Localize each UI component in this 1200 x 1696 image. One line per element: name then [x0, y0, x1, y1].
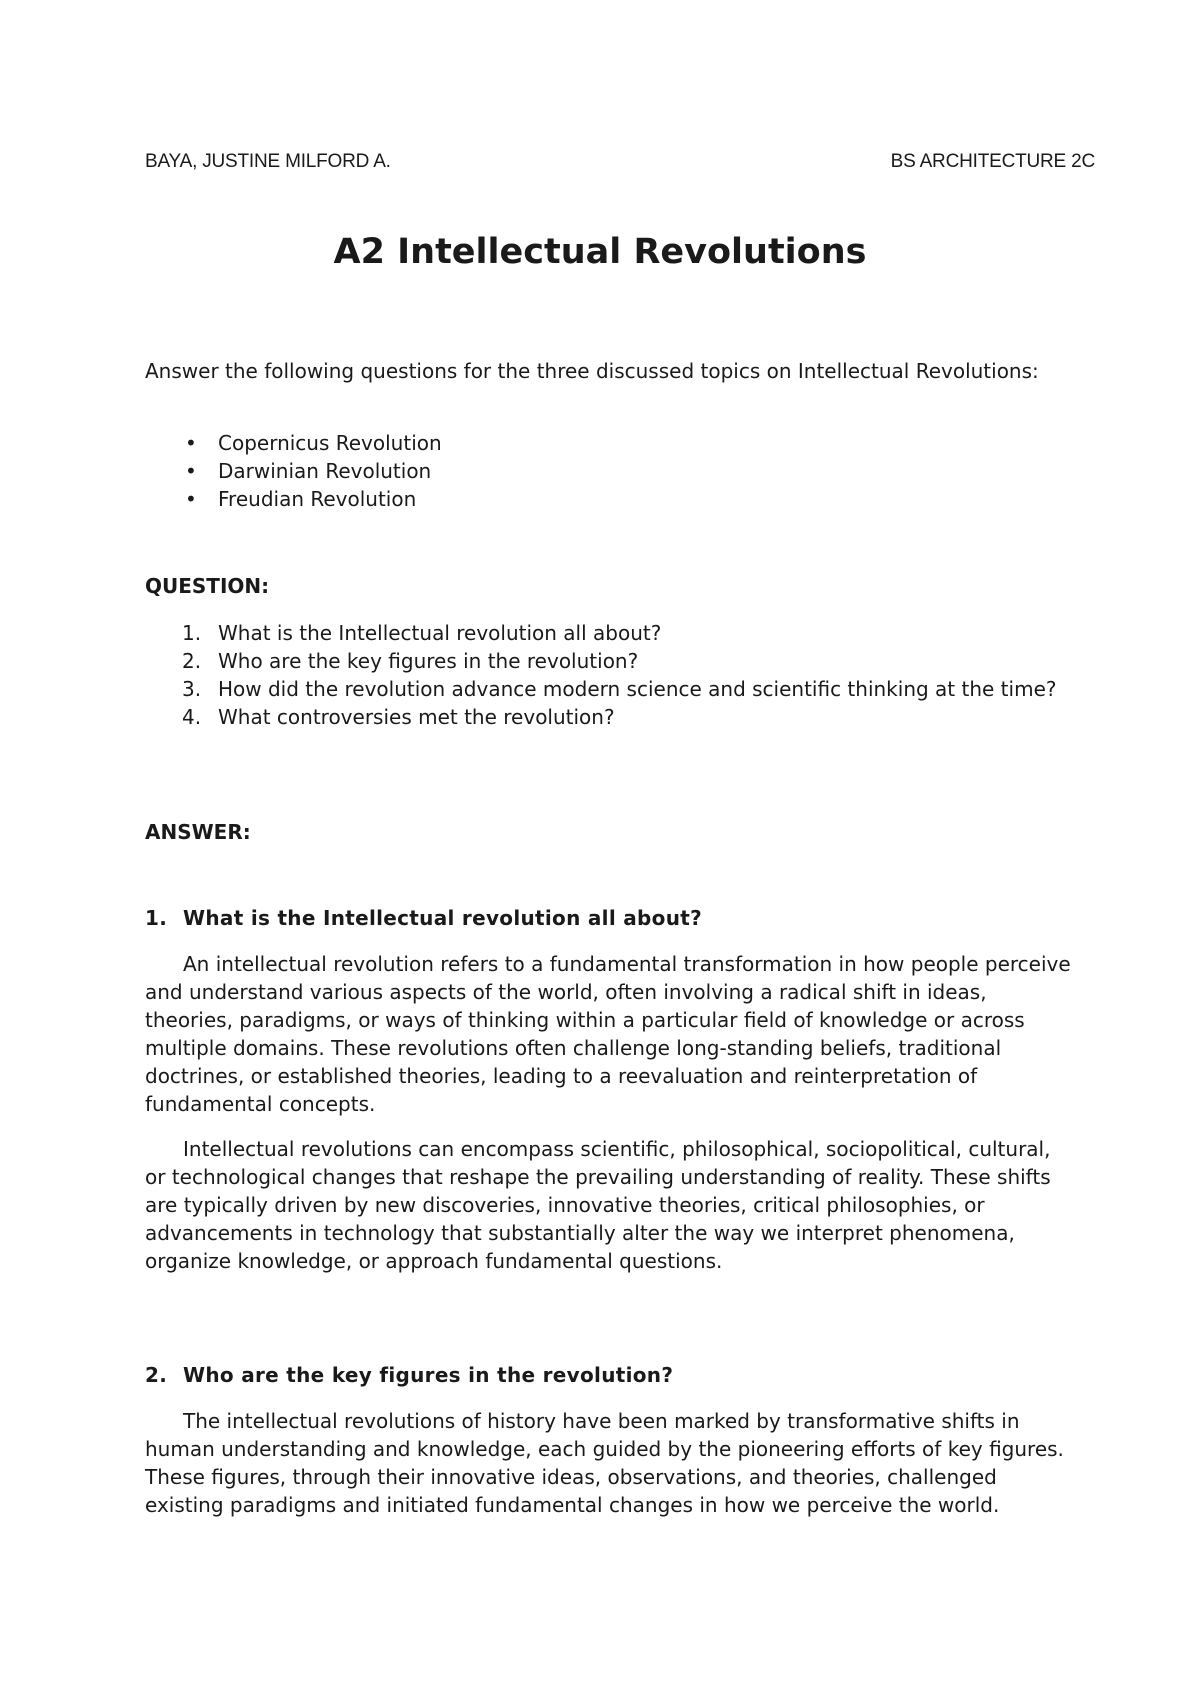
question-label: QUESTION:: [145, 574, 270, 598]
answer-paragraph: Intellectual revolutions can encompass scientific, philosophical, sociopolitical, cultural, or technological changes that reshape the prevailing understanding of reality. These shifts are typically driven by new discoveries, innovative theories, critical philosophies, or advancements in technology that substantially alter the way we interpret phenomena, organize knowledge, or approach fundamental questions.: [145, 1137, 1051, 1273]
questions-list: [145, 619, 1065, 731]
topics-list: [145, 429, 442, 513]
list-item: • Freudian Revolution: [185, 487, 417, 511]
answer-heading: 1. What is the Intellectual revolution all about?: [145, 906, 702, 930]
list-item: 2. Who are the key figures in the revolution?: [182, 649, 639, 673]
answer-paragraph: The intellectual revolutions of history have been marked by transformative shifts in human understanding and knowledge, each guided by the pioneering efforts of key figures. These figures, through their innovative ideas, observations, and theories, challenged existing paradigms and initiated fundamental changes in how we perceive the world.: [145, 1409, 1064, 1517]
bullet-icon: •: [185, 487, 197, 511]
list-item: • Darwinian Revolution: [185, 459, 432, 483]
bullet-icon: •: [185, 431, 197, 455]
list-item: 4. What controversies met the revolution?: [182, 705, 615, 729]
intro-text: Answer the following questions for the three discussed topics on Intellectual Revolutions:: [145, 359, 1039, 383]
document-title: A2 Intellectual Revolutions: [333, 232, 867, 272]
list-item: • Copernicus Revolution: [185, 431, 442, 455]
list-item: 3. How did the revolution advance modern science and scientific thinking at the time?: [182, 677, 1057, 701]
answer-paragraph: An intellectual revolution refers to a fundamental transformation in how people perceive and understand various aspects of the world, often involving a radical shift in ideas, theories, paradigms, or ways of thinking within a particular field of knowledge or across multiple domains. These revolutions often challenge long-standing beliefs, traditional doctrines, or established theories, leading to a reevaluation and reinterpretation of fundamental concepts.: [145, 952, 1071, 1116]
answer-label: ANSWER:: [145, 820, 251, 844]
course-section: BS ARCHITECTURE 2C: [890, 151, 1095, 172]
list-item: 1. What is the Intellectual revolution all about?: [182, 621, 662, 645]
student-name: BAYA, JUSTINE MILFORD A.: [145, 151, 391, 172]
answer-heading: 2. Who are the key figures in the revolution?: [145, 1363, 674, 1387]
bullet-icon: •: [185, 459, 197, 483]
document-header: [145, 150, 1095, 174]
